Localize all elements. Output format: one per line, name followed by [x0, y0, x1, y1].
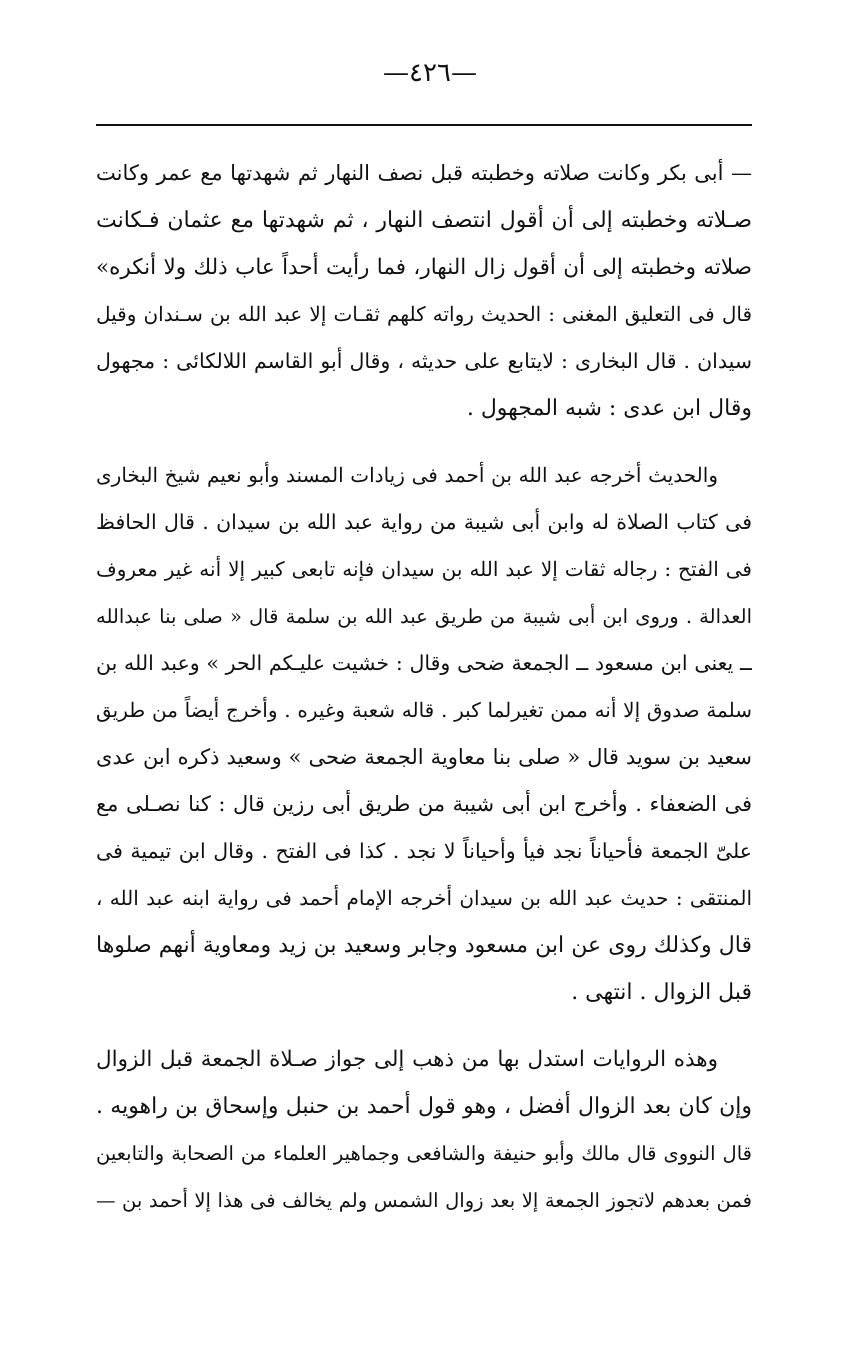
- text-line: المنتقى : حديث عبد الله بن سيدان أخرجه الإمام أحمد فى رواية ابنه عبد الله ،: [96, 886, 752, 910]
- text-line: قال النووى قال مالك وأبو حنيفة والشافعى وجماهير العلماء من الصحابة والتابعين: [96, 1142, 752, 1165]
- text-line: قال وكذلك روى عن ابن مسعود وجابر وسعيد بن زيد ومعاوية أنهم صلوها: [96, 933, 752, 958]
- text-line: فى الفتح : رجاله ثقات إلا عبد الله بن سيدان فإنه تابعى كبير إلا أنه غير معروف: [96, 557, 752, 581]
- header-rule: [96, 124, 752, 126]
- text-line: وهذه الروايات استدل بها من ذهب إلى جواز صـلاة الجمعة قبل الزوال: [96, 1047, 718, 1072]
- text-line: علىّ الجمعة فأحياناً نجد فيأ وأحياناً لا نجد . كذا فى الفتح . وقال ابن تيمية فى: [96, 839, 752, 863]
- text-line: فى كتاب الصلاة له وابن أبى شيبة من رواية عبد الله بن سيدان . قال الحافظ: [96, 510, 752, 534]
- text-line: سلمة صدوق إلا أنه ممن تغيرلما كبر . قاله شعبة وغيره . وأخرج أيضاً من طريق: [96, 698, 752, 722]
- text-line: وإن كان بعد الزوال أفضل ، وهو قول أحمد بن حنبل وإسحاق بن راهويه .: [96, 1094, 752, 1119]
- paragraph-gap: [96, 432, 752, 452]
- text-line: سعيد بن سويد قال « صلى بنا معاوية الجمعة ضحى » وسعيد ذكره ابن عدى: [96, 745, 752, 769]
- text-line: صـلاته وخطبته إلى أن أقول انتصف النهار ، ثم شهدتها مع عثمان فـكانت: [96, 208, 752, 233]
- page-number: —٤٢٦—: [383, 58, 477, 88]
- text-line: فمن بعدهم لاتجوز الجمعة إلا بعد زوال الشمس ولم يخالف فى هذا إلا أحمد بن —: [96, 1189, 752, 1212]
- text-line: العدالة . وروى ابن أبى شيبة من طريق عبد الله بن سلمة قال « صلى بنا عبدالله: [96, 605, 752, 628]
- text-line: وقال ابن عدى : شبه المجهول .: [466, 396, 752, 421]
- text-line: ــ يعنى ابن مسعود ــ الجمعة ضحى وقال : خشيت عليـكم الحر » وعبد الله بن: [96, 651, 752, 675]
- text-line: فى الضعفاء . وأخرج ابن أبى شيبة من طريق أبى رزين قال : كنا نصـلى مع: [96, 792, 752, 816]
- paragraph-gap: [96, 1016, 752, 1036]
- text-line: سيدان . قال البخارى : لايتابع على حديثه ، وقال أبو القاسم اللالكائى : مجهول: [96, 349, 752, 373]
- text-line: والحديث أخرجه عبد الله بن أحمد فى زيادات المسند وأبو نعيم شيخ البخارى: [96, 463, 718, 487]
- text-line: قال فى التعليق المغنى : الحديث رواته كلهم ثقـات إلا عبد الله بن سـندان وقيل: [96, 302, 752, 326]
- text-line: — أبى بكر وكانت صلاته وخطبته قبل نصف النهار ثم شهدتها مع عمر وكانت: [96, 161, 752, 185]
- text-line: صلاته وخطبته إلى أن أقول زال النهار، فما رأيت أحداً عاب ذلك ولا أنكره»: [96, 255, 752, 280]
- body-text: [96, 150, 752, 1224]
- text-line: قبل الزوال . انتهى .: [571, 980, 752, 1005]
